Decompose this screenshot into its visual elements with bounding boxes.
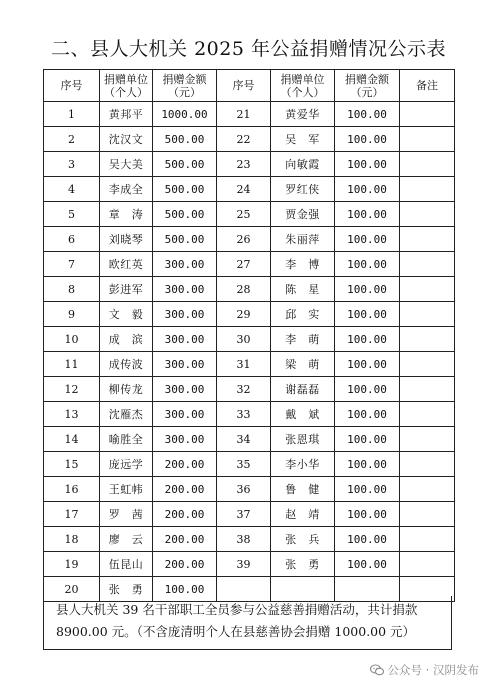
seq-cell-right: 27 [217, 252, 271, 277]
seq-cell: 6 [44, 227, 100, 252]
table-row [44, 427, 455, 452]
seq-cell: 19 [44, 552, 100, 577]
amount-cell-right: 100.00 [335, 102, 400, 127]
donor-name-cell: 李成全 [100, 177, 153, 202]
header-unit-line2: （个人） [104, 85, 148, 99]
donor-name-cell: 罗 茜 [100, 502, 153, 527]
remark-cell [400, 452, 455, 477]
donor-name-cell-right: 向敏霞 [271, 152, 335, 177]
seq-cell-right: 28 [217, 277, 271, 302]
page-title: 二、县人大机关 2025 年公益捐赠情况公示表 [51, 38, 446, 60]
header-unit-right-line1: 捐赠单位 [280, 72, 325, 86]
amount-cell-right: 100.00 [335, 552, 400, 577]
amount-cell-right: 100.00 [335, 352, 400, 377]
seq-cell: 8 [44, 277, 100, 302]
header-unit-line1: 捐赠单位 [104, 72, 148, 86]
seq-cell-right: 37 [217, 502, 271, 527]
header-amount-line1: 捐赠金额 [162, 72, 207, 86]
amount-cell-right: 100.00 [335, 127, 400, 152]
remark-cell [400, 552, 455, 577]
header-seq: 序号 [44, 70, 100, 102]
table-row [44, 327, 455, 352]
seq-cell: 3 [44, 152, 100, 177]
amount-cell-right: 100.00 [335, 502, 400, 527]
donor-name-cell-right: 吴 军 [271, 127, 335, 152]
amount-cell-right: 100.00 [335, 452, 400, 477]
seq-cell: 10 [44, 327, 100, 352]
donor-name-cell-right: 贾金强 [271, 202, 335, 227]
donor-name-cell-right: 李 萌 [271, 327, 335, 352]
amount-cell: 200.00 [153, 452, 217, 477]
amount-cell: 200.00 [153, 527, 217, 552]
header-amount-right [335, 70, 400, 102]
donor-name-cell-right: 罗红侠 [271, 177, 335, 202]
remark-cell [400, 152, 455, 177]
amount-cell: 500.00 [153, 127, 217, 152]
table-row [44, 302, 455, 327]
donor-name-cell: 张 勇 [100, 577, 153, 602]
amount-cell-right: 100.00 [335, 227, 400, 252]
seq-cell-right: 34 [217, 427, 271, 452]
remark-cell [400, 477, 455, 502]
donor-name-cell: 彭进军 [100, 277, 153, 302]
seq-cell-right: 32 [217, 377, 271, 402]
donor-name-cell-right: 李小华 [271, 452, 335, 477]
seq-cell: 15 [44, 452, 100, 477]
amount-cell: 300.00 [153, 277, 217, 302]
donor-name-cell-right: 李 博 [271, 252, 335, 277]
remark-cell [400, 402, 455, 427]
amount-cell-right: 100.00 [335, 277, 400, 302]
table-row [44, 277, 455, 302]
donor-name-cell-right: 朱丽萍 [271, 227, 335, 252]
donor-name-cell: 柳传龙 [100, 377, 153, 402]
donor-name-cell: 章 涛 [100, 202, 153, 227]
amount-cell: 1000.00 [153, 102, 217, 127]
seq-cell-right: 30 [217, 327, 271, 352]
donor-name-cell-right: 黄爱华 [271, 102, 335, 127]
amount-cell: 200.00 [153, 477, 217, 502]
donor-name-cell-right: 戴 斌 [271, 402, 335, 427]
seq-cell: 14 [44, 427, 100, 452]
summary-note-line1: 县人大机关 39 名干部职工全员参与公益慈善捐赠活动，共计捐款 [56, 602, 418, 617]
table-row [44, 127, 455, 152]
amount-cell: 300.00 [153, 352, 217, 377]
seq-cell-right: 35 [217, 452, 271, 477]
donor-name-cell: 王虹帏 [100, 477, 153, 502]
table-row [44, 202, 455, 227]
donor-name-cell-right: 邱 实 [271, 302, 335, 327]
table-header-row [44, 70, 455, 102]
header-amount [153, 70, 217, 102]
table-row [44, 402, 455, 427]
summary-note [43, 596, 452, 650]
donor-name-cell: 喻胜全 [100, 427, 153, 452]
table-row [44, 152, 455, 177]
donor-name-cell-right: 鲁 健 [271, 477, 335, 502]
donor-name-cell: 成传波 [100, 352, 153, 377]
seq-cell-right: 24 [217, 177, 271, 202]
seq-cell-right: 23 [217, 152, 271, 177]
amount-cell: 500.00 [153, 227, 217, 252]
amount-cell-right: 100.00 [335, 202, 400, 227]
seq-cell: 9 [44, 302, 100, 327]
summary-note-line2: 8900.00 元。（不含庞清明个人在县慈善协会捐赠 1000.00 元） [56, 624, 416, 639]
table-row [44, 552, 455, 577]
seq-cell: 1 [44, 102, 100, 127]
donation-table [43, 69, 455, 602]
seq-cell: 16 [44, 477, 100, 502]
amount-cell: 300.00 [153, 327, 217, 352]
amount-cell: 300.00 [153, 252, 217, 277]
header-unit-right [271, 70, 335, 102]
table-row [44, 502, 455, 527]
seq-cell-right: 22 [217, 127, 271, 152]
seq-cell: 20 [44, 577, 100, 602]
seq-cell: 11 [44, 352, 100, 377]
donor-name-cell: 廖 云 [100, 527, 153, 552]
header-unit [100, 70, 153, 102]
watermark-text: 公众号 · 汉阴发布 [387, 663, 479, 677]
remark-cell [400, 102, 455, 127]
amount-cell: 200.00 [153, 552, 217, 577]
amount-cell: 500.00 [153, 152, 217, 177]
table-row [44, 527, 455, 552]
amount-cell: 500.00 [153, 177, 217, 202]
remark-cell [400, 502, 455, 527]
amount-cell: 300.00 [153, 377, 217, 402]
header-unit-right-line2: （个人） [280, 85, 325, 99]
seq-cell: 18 [44, 527, 100, 552]
table-row [44, 352, 455, 377]
remark-cell [400, 427, 455, 452]
donor-name-cell: 沈雁杰 [100, 402, 153, 427]
seq-cell-right: 29 [217, 302, 271, 327]
amount-cell-right: 100.00 [335, 152, 400, 177]
table-row [44, 252, 455, 277]
seq-cell: 2 [44, 127, 100, 152]
donor-name-cell-right: 张 兵 [271, 527, 335, 552]
amount-cell-right: 100.00 [335, 177, 400, 202]
table-row [44, 102, 455, 127]
amount-cell: 300.00 [153, 402, 217, 427]
remark-cell [400, 377, 455, 402]
seq-cell-right: 25 [217, 202, 271, 227]
donor-name-cell-right: 张 勇 [271, 552, 335, 577]
donor-name-cell: 伍昆山 [100, 552, 153, 577]
remark-cell [400, 277, 455, 302]
amount-cell: 300.00 [153, 302, 217, 327]
amount-cell-right: 100.00 [335, 527, 400, 552]
donor-name-cell-right: 赵 靖 [271, 502, 335, 527]
remark-cell [400, 327, 455, 352]
amount-cell-right: 100.00 [335, 402, 400, 427]
donor-name-cell: 刘晓琴 [100, 227, 153, 252]
donor-name-cell: 成 滨 [100, 327, 153, 352]
seq-cell: 4 [44, 177, 100, 202]
amount-cell: 500.00 [153, 202, 217, 227]
seq-cell-right: 39 [217, 552, 271, 577]
seq-cell-right: 36 [217, 477, 271, 502]
donor-name-cell-right: 张恩琪 [271, 427, 335, 452]
seq-cell-right: 33 [217, 402, 271, 427]
seq-cell: 7 [44, 252, 100, 277]
remark-cell [400, 177, 455, 202]
donor-name-cell: 欧红英 [100, 252, 153, 277]
donor-name-cell: 庞远学 [100, 452, 153, 477]
amount-cell-right: 100.00 [335, 302, 400, 327]
amount-cell-right: 100.00 [335, 427, 400, 452]
remark-cell [400, 127, 455, 152]
donor-name-cell-right: 陈 星 [271, 277, 335, 302]
amount-cell-right: 100.00 [335, 252, 400, 277]
table-row [44, 227, 455, 252]
remark-cell [400, 202, 455, 227]
table-row [44, 177, 455, 202]
header-amount-right-line1: 捐赠金额 [345, 72, 389, 86]
donor-name-cell: 文 毅 [100, 302, 153, 327]
table-row [44, 377, 455, 402]
header-remark: 备注 [400, 70, 455, 102]
wechat-icon [370, 664, 384, 676]
watermark [370, 662, 479, 678]
header-amount-right-line2: （元） [350, 85, 384, 99]
amount-cell: 300.00 [153, 427, 217, 452]
donor-name-cell: 黄邦平 [100, 102, 153, 127]
donor-name-cell: 沈汉文 [100, 127, 153, 152]
remark-cell [400, 302, 455, 327]
seq-cell: 13 [44, 402, 100, 427]
seq-cell-right: 26 [217, 227, 271, 252]
donor-name-cell-right: 梁 萌 [271, 352, 335, 377]
table-body [44, 102, 455, 602]
seq-cell-right: 38 [217, 527, 271, 552]
remark-cell [400, 527, 455, 552]
remark-cell [400, 227, 455, 252]
amount-cell-right: 100.00 [335, 377, 400, 402]
remark-cell [400, 352, 455, 377]
seq-cell: 17 [44, 502, 100, 527]
seq-cell-right: 31 [217, 352, 271, 377]
seq-cell: 12 [44, 377, 100, 402]
table-row [44, 452, 455, 477]
amount-cell: 100.00 [153, 577, 217, 602]
donor-name-cell-right: 谢磊磊 [271, 377, 335, 402]
seq-cell-right: 21 [217, 102, 271, 127]
donor-name-cell: 吴大美 [100, 152, 153, 177]
header-amount-line2: （元） [168, 85, 201, 99]
amount-cell: 200.00 [153, 502, 217, 527]
amount-cell-right: 100.00 [335, 327, 400, 352]
table-row [44, 477, 455, 502]
remark-cell [400, 252, 455, 277]
seq-cell: 5 [44, 202, 100, 227]
amount-cell-right: 100.00 [335, 477, 400, 502]
header-seq-right: 序号 [217, 70, 271, 102]
